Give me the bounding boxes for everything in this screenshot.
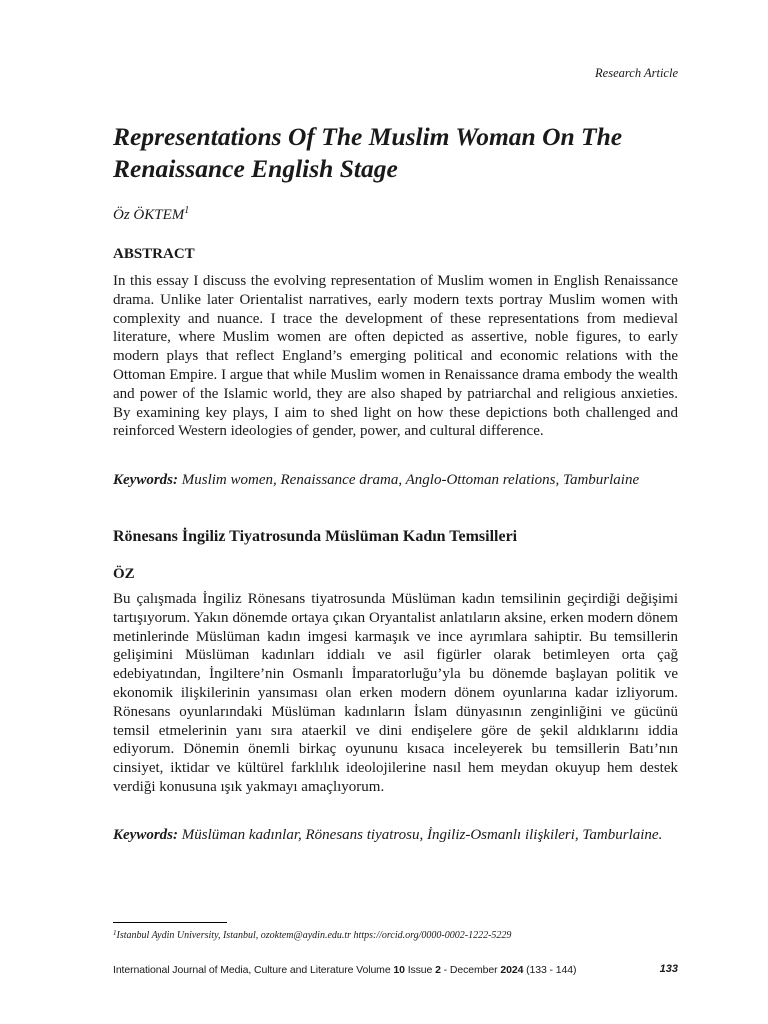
footnote-text: Istanbul Aydin University, Istanbul, ozoktem@aydin.edu.tr https://orcid.org/0000-0002-1222-5229 (116, 930, 512, 941)
keywords-label-turkish: Keywords: (113, 827, 178, 843)
footnote-mark: 1 (113, 929, 117, 937)
journal-volume: 10 (393, 964, 405, 976)
turkish-title: Rönesans İngiliz Tiyatrosunda Müslüman Kadın Temsilleri (113, 528, 518, 545)
journal-month: - December (440, 964, 501, 976)
keywords-list: Muslim women, Renaissance drama, Anglo-Ottoman relations, Tamburlaine (181, 472, 640, 488)
journal-issue-label: Issue (404, 964, 436, 976)
author-name: Öz ÖKTEM (113, 207, 185, 223)
journal-footer (113, 964, 576, 976)
author-line (113, 205, 189, 224)
keywords-label: Keywords: (113, 472, 178, 488)
page-number: 133 (659, 963, 678, 975)
footnote (113, 929, 511, 941)
oz-heading: ÖZ (113, 566, 135, 582)
article-type-label: Research Article (595, 66, 678, 80)
article-title: Representations Of The Muslim Woman On The Renaissance English Stage (113, 122, 623, 183)
keywords-english (113, 471, 678, 489)
oz-text: Bu çalışmada İngiliz Rönesans tiyatrosunda Müslüman kadın temsilinin geçirdiği değişimi tartışıyorum. Yakın dönemde ortaya çıkan Oryantalist anlatıların aksine, erken modern dönem metinlerinde Müslüman kadın imgesi karmaşık ve ince ayrımlara sahiptir. Bu temsillerin gelişimini Müslüman kadınları iddialı ve asil figürler olarak betimleyen orta çağ edebiyatından, İngiltere’nin Osmanlı İmparatorluğu’yla bu dönemde başlayan politik ve ekonomik ilişkilerinin yansıması olan erken modern dönem oyunlarına kadar izliyorum. Rönesans oyunlarındaki Müslüman kadınların İslam dünyasının zenginliğini ve gücünü temsil etmelerinin yanı sıra ataerkil ve dini endişelere göre de şekil aldıklarını iddia ediyorum. Dönemin önemli birkaç oyununu kısaca inceleyerek bu temsillerin Batı’nın cinsiyet, iktidar ve kültürel farklılık ideolojilerine nasıl hem meydan okuyup hem destek verdiği konusuna ışık yakmayı amaçlıyorum. (113, 591, 678, 795)
journal-year: 2024 (500, 964, 524, 976)
journal-pages: (133 - 144) (523, 964, 577, 976)
author-footnote-mark: 1 (184, 205, 190, 216)
abstract-text: In this essay I discuss the evolving representation of Muslim women in English Renaissance drama. Unlike later Orientalist narratives, early modern texts portray Muslim women with complexity and nuance. I trace the development of these representations from medieval literature, where Muslim women are often depicted as assertive, noble figures, to early modern plays that reflect England’s emerging political and economic relations with the Ottoman Empire. I argue that while Muslim women in Renaissance drama embody the wealth and power of the Islamic world, they are also shaped by patriarchal and religious anxieties. By examining key plays, I aim to shed light on how these depictions both challenged and reinforced Western ideologies of gender, power, and cultural difference. (113, 273, 678, 440)
keywords-turkish (113, 826, 678, 844)
journal-issue: 2 (435, 964, 441, 976)
abstract-heading: ABSTRACT (113, 246, 195, 262)
footnote-divider (113, 922, 227, 923)
journal-name: International Journal of Media, Culture and Literature Volume (113, 964, 394, 976)
keywords-list-turkish: Müslüman kadınlar, Rönesans tiyatrosu, İngiliz-Osmanlı ilişkileri, Tamburlaine. (181, 827, 663, 843)
